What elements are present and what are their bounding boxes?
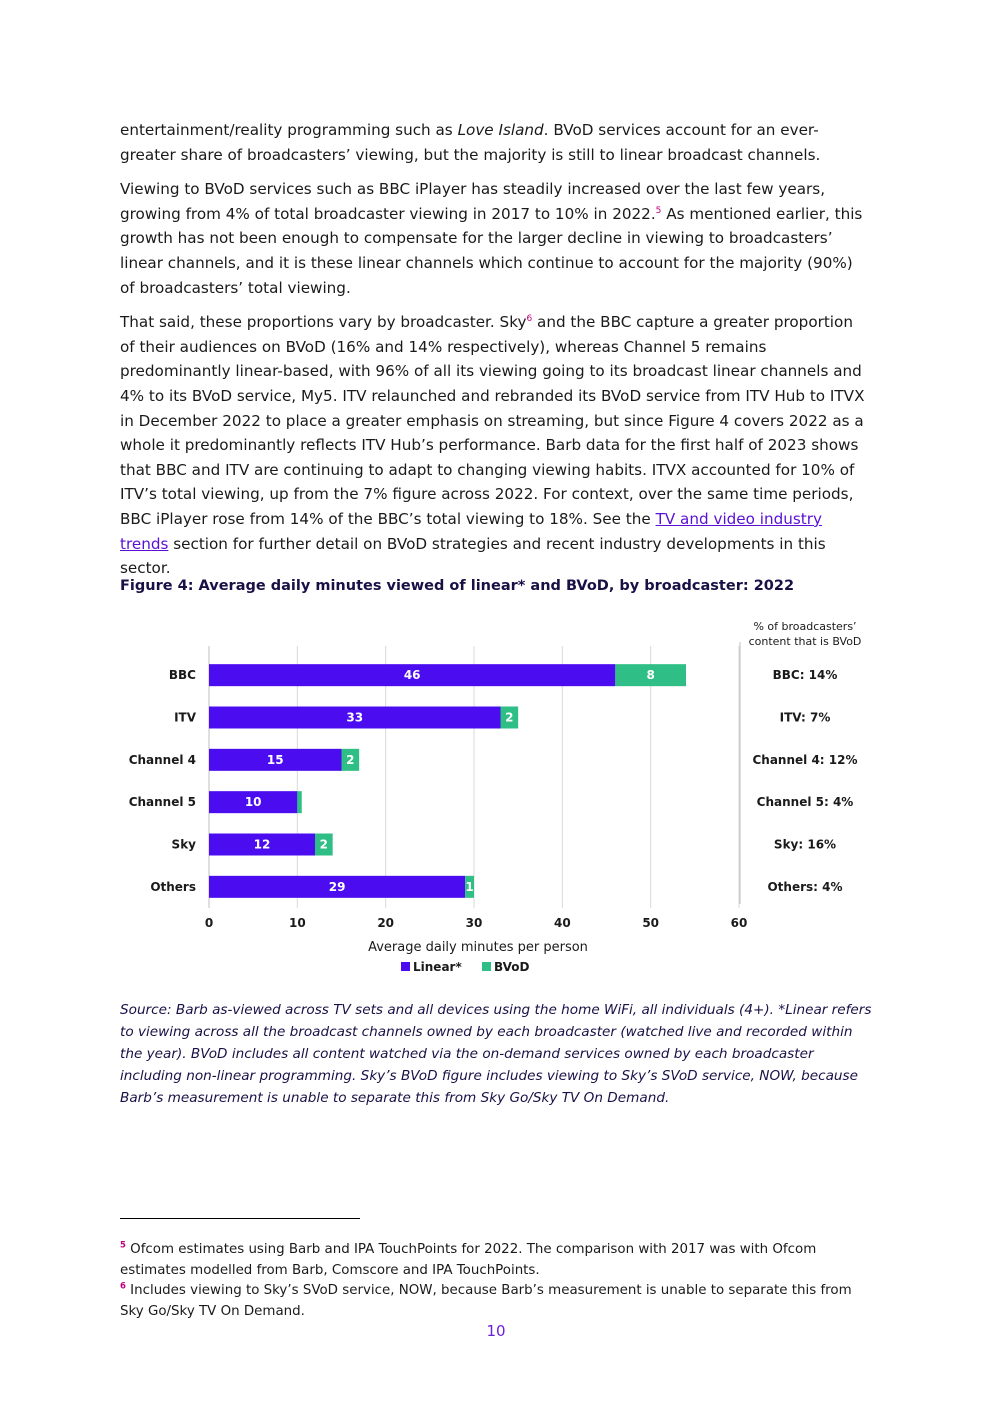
side-header-line2: content that is BVoD <box>748 635 862 648</box>
category-label: Channel 4 <box>128 752 196 767</box>
paragraph-2: Viewing to BVoD services such as BBC iPlayer has steadily increased over the last few years, growing from 4% of total broadcaster viewing in 2017 to 10% in 2022.$^5$ As mentioned earlier, this growth has not been enough to compensate for the larger decline in viewing to broadcasters’ linear channels, and it is these linear channels which continue to account for the majority (90%) of broadcasters’ total viewing. <box>120 180 863 297</box>
data-label: 2 <box>319 837 329 852</box>
paragraph-3: That said, these proportions vary by broadcaster. Sky$^6$ and the BBC capture a greater proportion of their audiences on BVoD (16% and 14% respectively), whereas Channel 5 remains predominantly linear-based, with 96% of all its viewing going to its broadcast linear channels and 4% to its BVoD service, My5. ITV relaunched and rebranded its BVoD service from ITV Hub to ITVX in December 2022 to place a greater emphasis on streaming, but since Figure 4 covers 2022 as a whole it predominantly reflects ITV Hub’s performance. Barb data for the first half of 2023 shows that BBC and ITV are continuing to adapt to changing viewing habits. ITVX accounted for 10% of ITV’s total viewing, up from the 7% figure across 2022. For context, over the same time periods, BBC iPlayer rose from 14% of the BBC’s total viewing to 18%. See the TV and video industry trends section for further detail on BVoD strategies and recent industry developments in this sector. <box>120 313 865 578</box>
data-label: 29 <box>328 879 346 894</box>
category-label: Sky <box>171 837 196 852</box>
bvod-share-label: Others: 4% <box>767 879 843 894</box>
chart-svg <box>120 612 880 992</box>
footnote-ref-6[interactable]: 6 <box>526 314 533 325</box>
bvod-share-label: Channel 4: 12% <box>752 752 858 767</box>
x-tick-label: 40 <box>553 916 571 930</box>
x-axis-label: Average daily minutes per person <box>368 940 588 955</box>
figure-title: Figure 4: Average daily minutes viewed of linear* and BVoD, by broadcaster: 2022 <box>120 578 795 594</box>
bvod-share-label: Sky: 16% <box>773 837 837 852</box>
programme-title: Love Island <box>457 121 544 139</box>
category-label: BBC <box>168 668 196 683</box>
category-label: Others <box>150 879 196 894</box>
data-label: 46 <box>403 668 421 683</box>
data-label: 8 <box>646 668 655 683</box>
side-header-line1: % of broadcasters’ <box>753 620 857 633</box>
legend-label-linear: Linear* <box>413 960 462 974</box>
data-label: 12 <box>253 837 271 852</box>
category-label: Channel 5 <box>128 795 196 810</box>
footnote-ref-5[interactable]: 5 <box>655 205 662 216</box>
bar-chart <box>120 612 880 992</box>
body-text <box>120 118 872 591</box>
data-label: 10 <box>244 795 262 810</box>
page-number: 10 <box>486 1322 506 1340</box>
source-note: Source: Barb as-viewed across TV sets and all devices using the home WiFi, all individuals (4+). *Linear refers to viewing across all the broadcast channels owned by each broadcaster (watched live and recorded within the year). BVoD includes all content watched via the on-demand services owned by each broadcaster including non-linear programming. Sky’s BVoD figure includes viewing to Sky’s SVoD service, NOW, because Barb’s measurement is unable to separate this from Sky Go/Sky TV On Demand. <box>120 1002 872 1106</box>
data-label: 2 <box>505 710 514 725</box>
bvod-share-label: ITV: 7% <box>779 710 831 725</box>
footnote-6: $^6$ Includes viewing to Sky’s SVoD service, NOW, because Barb’s measurement is unable to separate this from Sky Go/Sky TV On Demand. <box>120 1281 852 1319</box>
data-label: 1 <box>465 879 474 894</box>
tv-video-trends-link[interactable]: TV and video industry trends <box>120 509 822 553</box>
x-tick-label: 0 <box>204 916 214 930</box>
data-label: 15 <box>266 752 284 767</box>
paragraph-1: entertainment/reality programming such as Love Island. BVoD services account for an ever-greater share of broadcasters’ viewing, but the majority is still to linear broadcast channels. <box>120 121 821 164</box>
footnote-divider <box>120 1218 360 1219</box>
x-tick-label: 10 <box>288 916 306 930</box>
x-tick-label: 30 <box>465 916 483 930</box>
legend-swatch-bvod <box>482 962 491 971</box>
bvod-share-label: Channel 5: 4% <box>756 795 854 810</box>
bar-bvod <box>297 791 301 813</box>
bvod-share-label: BBC: 14% <box>772 668 838 683</box>
footnote-5: $^5$ Ofcom estimates using Barb and IPA TouchPoints for 2022. The comparison with 2017 was with Ofcom estimates modelled from Barb, Comscore and IPA TouchPoints. <box>120 1240 817 1278</box>
data-label: 2 <box>346 752 355 767</box>
footnotes <box>120 1240 872 1322</box>
x-tick-label: 50 <box>642 916 660 930</box>
legend-swatch-linear <box>401 962 410 971</box>
data-label: 33 <box>346 710 364 725</box>
x-tick-label: 60 <box>730 916 748 930</box>
legend-label-bvod: BVoD <box>494 960 530 974</box>
x-tick-label: 20 <box>377 916 395 930</box>
category-label: ITV <box>174 710 196 725</box>
